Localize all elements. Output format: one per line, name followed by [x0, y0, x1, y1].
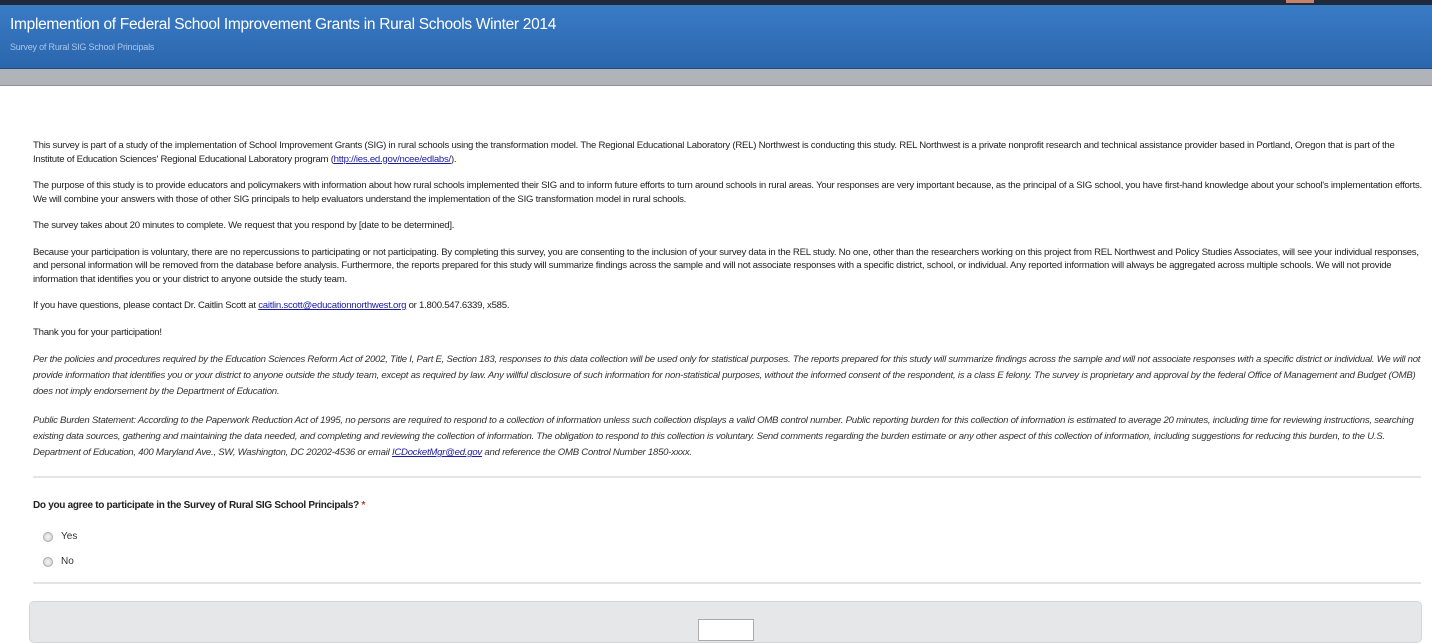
option-no[interactable]	[43, 556, 74, 567]
survey-title: Implemention of Federal School Improvement Grants in Rural Schools Winter 2014	[10, 16, 557, 33]
option-label: Yes	[61, 531, 78, 542]
survey-intro	[33, 139, 1423, 474]
contact-text: If you have questions, please contact Dr. Caitlin Scott at	[33, 300, 259, 311]
legal-paragraph: Per the policies and procedures required by the Education Sciences Reform Act of 2002, Title I, Part E, Section 183, responses to this data collection will be used only for statistical purposes. The reports prepared for this study will summarize findings across the sample and will not associate responses with a specific district or individual. We will not provide information that identifies you or your district to anyone outside the study team, except as required by law. Any willful disclosure of such information for non-statistical purposes, without the informed consent of the respondent, is a class E felony. The survey is proprietary and approval by the federal Office of Management and Budget (OMB) does not imply endorsement by the Department of Education.	[33, 354, 1421, 397]
burden-text: and reference the OMB Control Number 1850-xxxx.	[481, 447, 692, 458]
option-yes[interactable]	[43, 531, 77, 542]
intro-text: This survey is part of a study of the implementation of School Improvement Grants (SIG) in rural schools using the transformation model. The Regional Educational Laboratory (REL) Northwest is conducting this study. REL Northwest is a private nonprofit research and technical assistance provider based in Portland, Oregon that is part of the Institute of Education Sciences' Regional Educational Laboratory program (	[33, 140, 1395, 165]
burden-text: Public Burden Statement: According to the Paperwork Reduction Act of 1995, no persons are required to respond to a collection of information unless such collection displays a valid OMB control number. Public reporting burden for this collection of information is estimated to average 20 minutes, including time for reviewing instructions, searching existing data sources, gathering and maintaining the data needed, and completing and reviewing the collection of information. The obligation to respond to this collection is voluntary. Send comments regarding the burden estimate or any other aspect of this collection of information, including suggestions for reducing this burden, to the U.S. Department of Education, 400 Maryland Ave., SW, Washington, DC 20202-4536 or email	[33, 415, 1414, 458]
intro-text: ).	[450, 153, 457, 165]
ies-link[interactable]: http://ies.ed.gov/ncee/edlabs/	[333, 153, 451, 165]
next-button[interactable]	[698, 619, 754, 641]
purpose-paragraph: The purpose of this study is to provide educators and policymakers with information about how rural schools implemented their SIG and to inform future efforts to turn around schools in rural areas. Your responses are very important because, as the principal of a SIG school, you have first-hand knowledge about your school's implementation efforts. We will combine your answers with those of other SIG principals to help evaluators understand the implementation of the SIG transformation model in rural schools.	[33, 180, 1422, 205]
thanks-paragraph: Thank you for your participation!	[33, 326, 162, 338]
divider	[33, 476, 1421, 478]
survey-header	[0, 5, 1432, 69]
radio-yes[interactable]	[43, 532, 53, 542]
top-tab-marker	[1286, 0, 1314, 3]
contact-text: or 1.800.547.6339, x585.	[406, 300, 510, 311]
burden-statement	[33, 413, 1423, 461]
question-text: Do you agree to participate in the Survey of Rural SIG School Principals?	[33, 500, 359, 511]
contact-paragraph	[33, 299, 1423, 313]
option-label: No	[61, 556, 74, 567]
voluntary-paragraph: Because your participation is voluntary, there are no repercussions to participating or not participating. By completing this survey, you are consenting to the inclusion of your survey data in the REL study. No one, other than the researchers working on this project from REL Northwest and Policy Studies Associates, will see your individual responses, and personal information will be removed from the database before analysis. Furthermore, the reports prepared for this study will summarize findings across the sample and will not associate responses with a specific district, school, or individual. Any reported information will always be aggregated across multiple schools. We will not provide information that identifies you or your district to anyone outside the study team.	[33, 246, 1419, 285]
duration-paragraph: The survey takes about 20 minutes to complete. We request that you respond by [date to be determined].	[33, 220, 455, 231]
survey-subtitle: Survey of Rural SIG School Principals	[10, 42, 155, 52]
intro-paragraph	[33, 139, 1423, 166]
consent-question	[33, 500, 365, 511]
progress-bar-area	[0, 69, 1432, 86]
contact-email-link[interactable]: caitlin.scott@educationnorthwest.org	[258, 300, 407, 311]
required-marker: *	[361, 500, 366, 511]
divider	[33, 582, 1421, 584]
navigation-panel	[29, 601, 1422, 643]
radio-no[interactable]	[43, 557, 53, 567]
icdocket-email-link[interactable]: ICDocketMgr@ed.gov	[391, 447, 482, 458]
